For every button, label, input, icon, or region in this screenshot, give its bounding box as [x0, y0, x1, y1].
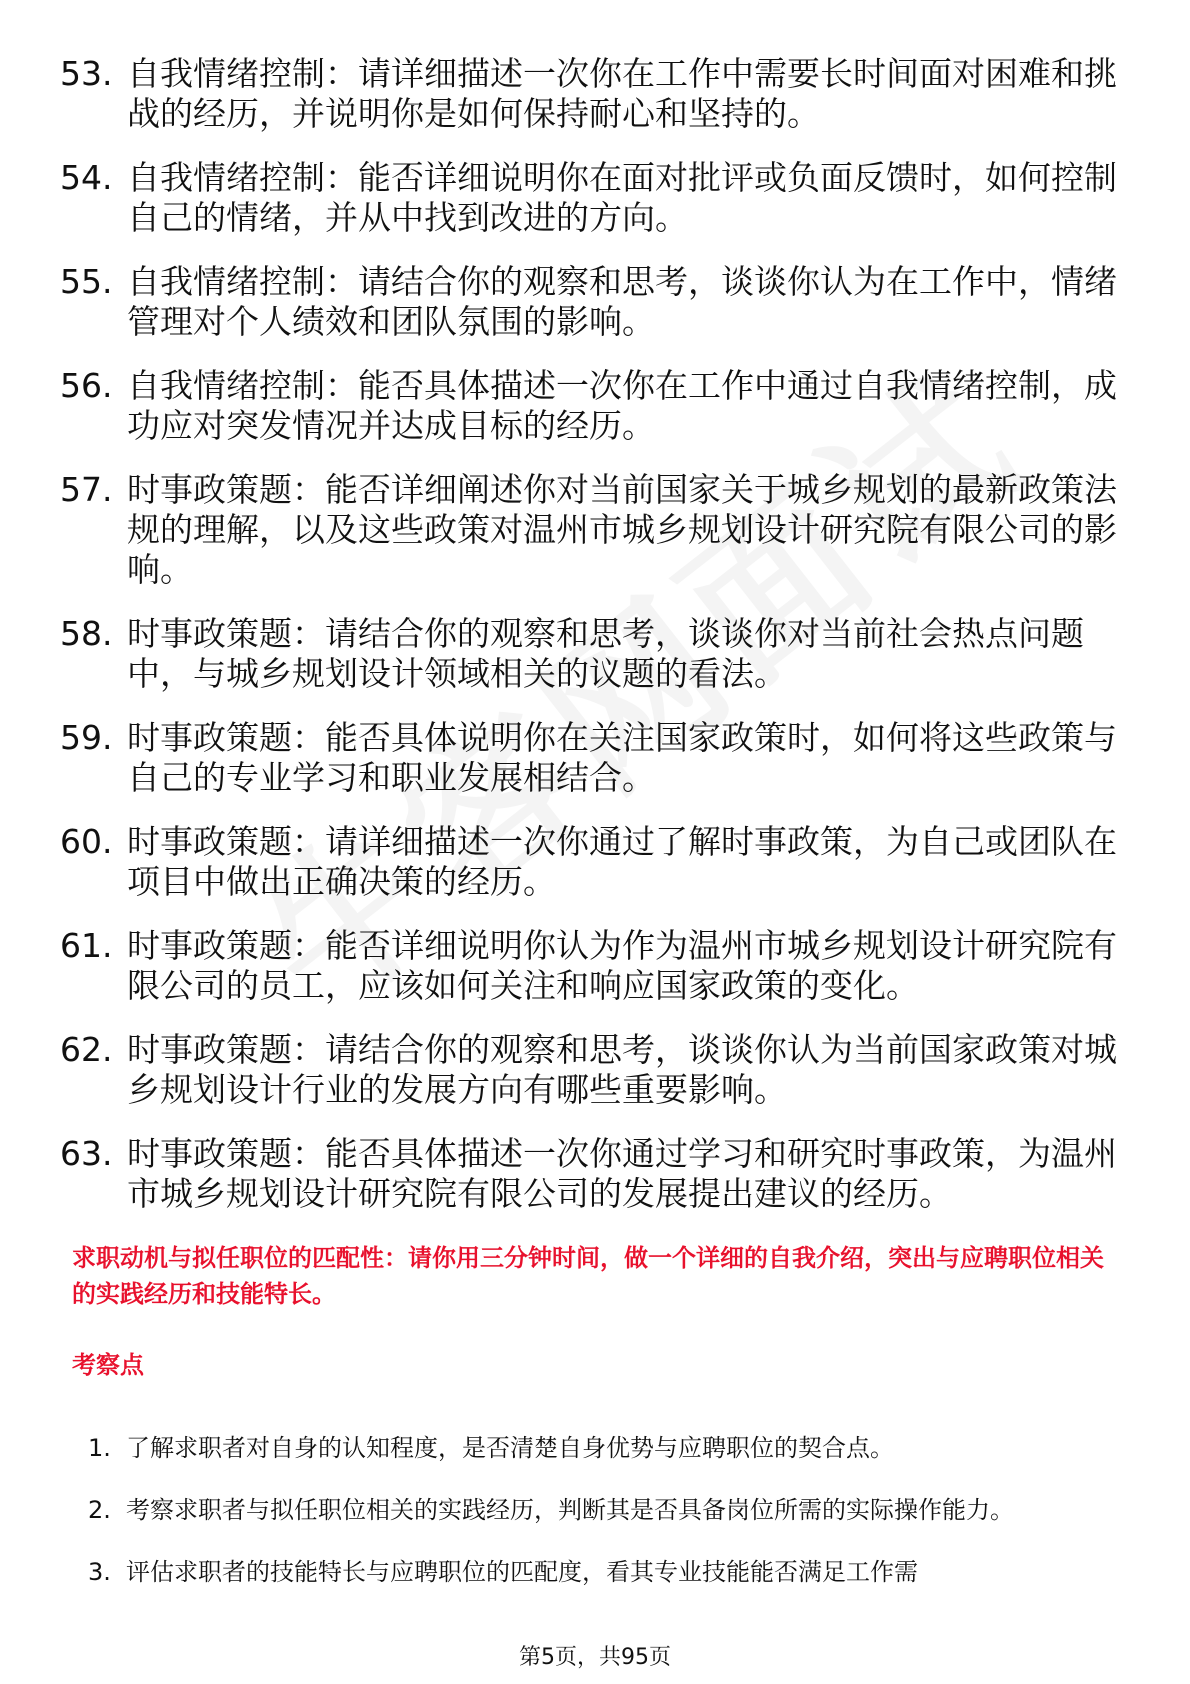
- assessment-points: [88, 1418, 1128, 1604]
- question-number: 57.: [60, 470, 113, 509]
- question-text: 时事政策题：能否详细阐述你对当前国家关于城乡规划的最新政策法规的理解，以及这些政策对温州市城乡规划设计研究院有限公司的影响。: [127, 470, 1117, 589]
- point-number: 3.: [88, 1558, 111, 1586]
- point-text: 评估求职者的技能特长与应聘职位的匹配度，看其专业技能能否满足工作需: [126, 1558, 918, 1586]
- question-number: 60.: [60, 822, 113, 861]
- question-text: 时事政策题：请结合你的观察和思考，谈谈你对当前社会热点问题中，与城乡规划设计领域相关的议题的看法。: [127, 614, 1084, 693]
- list-item: [60, 1134, 1120, 1214]
- point-text: 考察求职者与拟任职位相关的实践经历，判断其是否具备岗位所需的实际操作能力。: [126, 1496, 1014, 1524]
- point-text: 了解求职者对自身的认知程度，是否清楚自身优势与应聘职位的契合点。: [126, 1434, 894, 1462]
- list-item: [60, 822, 1120, 902]
- list-item: [88, 1418, 1128, 1478]
- question-number: 54.: [60, 158, 113, 197]
- list-item: [60, 1030, 1120, 1110]
- question-number: 61.: [60, 926, 113, 965]
- list-item: [60, 926, 1120, 1006]
- list-item: [60, 158, 1120, 238]
- question-text: 自我情绪控制：能否具体描述一次你在工作中通过自我情绪控制，成功应对突发情况并达成目标的经历。: [127, 366, 1117, 445]
- question-text: 时事政策题：能否具体说明你在关注国家政策时，如何将这些政策与自己的专业学习和职业发展相结合。: [127, 718, 1117, 797]
- section-title: 求职动机与拟任职位的匹配性：请你用三分钟时间，做一个详细的自我介绍，突出与应聘职位相关的实践经历和技能特长。: [72, 1244, 1104, 1308]
- point-number: 2.: [88, 1496, 111, 1524]
- list-item: [60, 366, 1120, 446]
- list-item: [88, 1542, 1128, 1602]
- point-number: 1.: [88, 1434, 111, 1462]
- question-number: 53.: [60, 54, 113, 93]
- question-list: [60, 54, 1120, 1238]
- page-footer: 第5页，共95页: [519, 1645, 671, 1670]
- question-text: 时事政策题：能否具体描述一次你通过学习和研究时事政策，为温州市城乡规划设计研究院有限公司的发展提出建议的经历。: [127, 1134, 1117, 1213]
- question-number: 63.: [60, 1134, 113, 1173]
- question-number: 62.: [60, 1030, 113, 1069]
- list-item: [60, 262, 1120, 342]
- question-text: 时事政策题：请结合你的观察和思考，谈谈你认为当前国家政策对城乡规划设计行业的发展方向有哪些重要影响。: [127, 1030, 1117, 1109]
- question-text: 自我情绪控制：请结合你的观察和思考，谈谈你认为在工作中，情绪管理对个人绩效和团队氛围的影响。: [127, 262, 1117, 341]
- question-text: 时事政策题：能否详细说明你认为作为温州市城乡规划设计研究院有限公司的员工，应该如何关注和响应国家政策的变化。: [127, 926, 1117, 1005]
- list-item: [60, 470, 1120, 590]
- question-text: 自我情绪控制：请详细描述一次你在工作中需要长时间面对困难和挑战的经历，并说明你是如何保持耐心和坚持的。: [127, 54, 1117, 133]
- question-number: 58.: [60, 614, 113, 653]
- question-number: 55.: [60, 262, 113, 301]
- list-item: [88, 1480, 1128, 1540]
- question-number: 56.: [60, 366, 113, 405]
- question-number: 59.: [60, 718, 113, 757]
- list-item: [60, 718, 1120, 798]
- question-text: 时事政策题：请详细描述一次你通过了解时事政策，为自己或团队在项目中做出正确决策的经历。: [127, 822, 1117, 901]
- list-item: [60, 614, 1120, 694]
- section-subtitle: 考察点: [72, 1351, 144, 1379]
- question-text: 自我情绪控制：能否详细说明你在面对批评或负面反馈时，如何控制自己的情绪，并从中找到改进的方向。: [127, 158, 1117, 237]
- list-item: [60, 54, 1120, 134]
